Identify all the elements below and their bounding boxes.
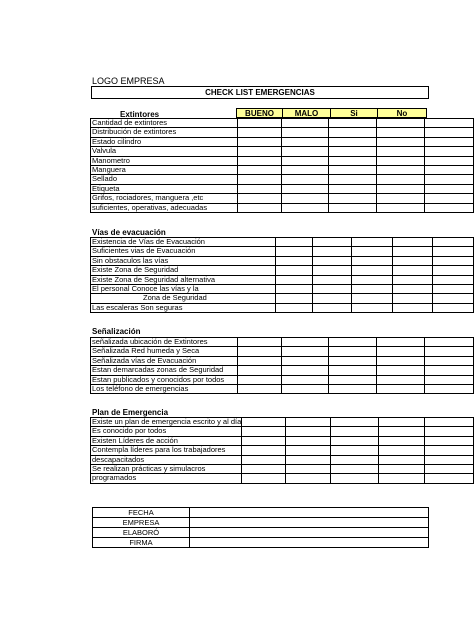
check-cell-malo[interactable] <box>352 247 393 256</box>
row-label: El personal Conoce las vías y la <box>91 284 276 293</box>
row-label: Manguera <box>91 165 238 174</box>
table-row <box>91 303 474 312</box>
check-cell-si[interactable] <box>392 275 432 284</box>
check-cell-bueno[interactable] <box>282 384 328 393</box>
row-label: Existen Líderes de acción <box>91 436 242 445</box>
section-heading-extintores: Extintores <box>120 110 160 119</box>
check-cell-malo[interactable] <box>328 203 376 212</box>
check-cell-no[interactable] <box>432 275 473 284</box>
table-row <box>91 156 474 165</box>
spacer-cell <box>276 247 313 256</box>
check-cell-malo[interactable] <box>331 436 379 445</box>
check-cell-bueno[interactable] <box>313 256 352 265</box>
table-row <box>91 464 474 473</box>
row-label: Valvula <box>91 147 238 156</box>
check-cell-malo[interactable] <box>331 418 379 427</box>
row-label: señalizada ubicación de Extintores <box>91 338 238 347</box>
spacer-cell <box>237 375 281 384</box>
check-cell-malo[interactable] <box>328 156 376 165</box>
check-cell-bueno[interactable] <box>282 184 328 193</box>
check-cell-malo[interactable] <box>328 128 376 137</box>
check-cell-no[interactable] <box>424 147 473 156</box>
check-cell-no[interactable] <box>425 427 474 436</box>
spacer-cell <box>237 347 281 356</box>
check-cell-no[interactable] <box>425 464 474 473</box>
check-cell-si[interactable] <box>392 247 432 256</box>
spacer-cell <box>276 275 313 284</box>
section-heading-senalizacion: Señalización <box>92 327 141 336</box>
table-row <box>91 128 474 137</box>
table-row <box>91 203 474 212</box>
check-cell-bueno[interactable] <box>282 356 328 365</box>
check-cell-malo[interactable] <box>331 427 379 436</box>
check-cell-malo[interactable] <box>328 147 376 156</box>
footer-row <box>93 518 429 528</box>
check-cell-bueno[interactable] <box>285 427 331 436</box>
table-row <box>91 194 474 203</box>
check-cell-no[interactable] <box>425 474 474 483</box>
spacer-cell <box>237 137 281 146</box>
check-cell-malo[interactable] <box>328 137 376 146</box>
check-cell-si[interactable] <box>377 338 424 347</box>
spacer-cell <box>237 366 281 375</box>
check-cell-no[interactable] <box>424 128 473 137</box>
check-cell-no[interactable] <box>424 338 473 347</box>
row-label: Estado cilindro <box>91 137 238 146</box>
check-cell-malo[interactable] <box>328 384 376 393</box>
row-label: Estan publicados y conocidos por todos <box>91 375 238 384</box>
check-cell-no[interactable] <box>425 436 474 445</box>
check-cell-bueno[interactable] <box>313 247 352 256</box>
check-cell-bueno[interactable] <box>285 464 331 473</box>
spacer-cell <box>237 165 281 174</box>
footer-label: FECHA <box>93 508 190 518</box>
check-cell-si[interactable] <box>377 203 424 212</box>
check-cell-si[interactable] <box>377 366 424 375</box>
check-cell-bueno[interactable] <box>313 266 352 275</box>
check-cell-bueno[interactable] <box>282 175 328 184</box>
check-cell-si[interactable] <box>377 147 424 156</box>
spacer-cell <box>276 284 313 293</box>
check-cell-si[interactable] <box>378 418 425 427</box>
row-label: Suficientes vias de Evacuación <box>91 247 276 256</box>
check-cell-bueno[interactable] <box>313 303 352 312</box>
row-label: Grifos, rociadores, manguera ,etc <box>91 194 238 203</box>
check-cell-bueno[interactable] <box>282 137 328 146</box>
spacer-cell <box>237 184 281 193</box>
check-cell-no[interactable] <box>424 175 473 184</box>
footer-value-field[interactable] <box>190 538 429 548</box>
column-header-bueno: BUENO <box>236 108 283 118</box>
row-label: Etiqueta <box>91 184 238 193</box>
check-cell-si[interactable] <box>378 455 425 464</box>
row-label: Zona de Seguridad <box>91 294 276 303</box>
check-cell-malo[interactable] <box>328 175 376 184</box>
check-cell-bueno[interactable] <box>282 338 328 347</box>
spacer-cell <box>242 436 286 445</box>
row-label: Contempla líderes para los trabajadores <box>91 446 242 455</box>
spacer-cell <box>242 455 286 464</box>
footer-label: ELABORÓ <box>93 528 190 538</box>
check-cell-bueno[interactable] <box>285 436 331 445</box>
check-cell-bueno[interactable] <box>282 194 328 203</box>
check-cell-no[interactable] <box>432 256 473 265</box>
check-cell-bueno[interactable] <box>282 366 328 375</box>
footer-row <box>93 508 429 518</box>
check-cell-malo[interactable] <box>328 119 376 128</box>
row-label: Se realizan prácticas y simulacros <box>91 464 242 473</box>
footer-row <box>93 538 429 548</box>
check-cell-malo[interactable] <box>352 238 393 247</box>
check-cell-no[interactable] <box>425 418 474 427</box>
check-cell-bueno[interactable] <box>313 238 352 247</box>
check-cell-si[interactable] <box>392 256 432 265</box>
section-heading-vias: Vías de evacuación <box>92 228 166 237</box>
check-cell-bueno[interactable] <box>285 474 331 483</box>
check-cell-no[interactable] <box>424 119 473 128</box>
table-row <box>91 137 474 146</box>
spacer-cell <box>237 119 281 128</box>
row-label: programados <box>91 474 242 483</box>
check-cell-si[interactable] <box>392 266 432 275</box>
footer-row <box>93 528 429 538</box>
check-cell-si[interactable] <box>392 284 432 293</box>
check-cell-si[interactable] <box>377 175 424 184</box>
spacer-cell <box>276 266 313 275</box>
page-title: CHECK LIST EMERGENCIAS <box>91 86 429 99</box>
check-cell-bueno[interactable] <box>285 446 331 455</box>
vias-table <box>90 237 474 313</box>
table-row <box>91 247 474 256</box>
check-cell-no[interactable] <box>424 156 473 165</box>
spacer-cell <box>276 303 313 312</box>
check-cell-malo[interactable] <box>352 266 393 275</box>
check-cell-si[interactable] <box>378 474 425 483</box>
row-label: Cantidad de extintores <box>91 119 238 128</box>
check-cell-bueno[interactable] <box>282 119 328 128</box>
table-row <box>91 294 474 303</box>
check-cell-no[interactable] <box>425 455 474 464</box>
check-cell-si[interactable] <box>392 294 432 303</box>
table-row <box>91 266 474 275</box>
check-cell-si[interactable] <box>377 194 424 203</box>
check-cell-no[interactable] <box>432 303 473 312</box>
check-cell-si[interactable] <box>392 238 432 247</box>
check-cell-malo[interactable] <box>352 275 393 284</box>
row-label: Manometro <box>91 156 238 165</box>
spacer-cell <box>237 384 281 393</box>
check-cell-malo[interactable] <box>328 184 376 193</box>
column-header-si: Si <box>330 108 378 118</box>
check-cell-no[interactable] <box>432 284 473 293</box>
spacer-cell <box>237 338 281 347</box>
check-cell-bueno[interactable] <box>313 294 352 303</box>
table-row <box>91 384 474 393</box>
spacer-cell <box>237 194 281 203</box>
column-header-malo: MALO <box>282 108 331 118</box>
row-label: Distribución de extintores <box>91 128 238 137</box>
check-cell-malo[interactable] <box>331 474 379 483</box>
check-cell-malo[interactable] <box>352 284 393 293</box>
check-cell-bueno[interactable] <box>285 455 331 464</box>
check-cell-bueno[interactable] <box>285 418 331 427</box>
check-cell-bueno[interactable] <box>313 284 352 293</box>
check-cell-bueno[interactable] <box>282 128 328 137</box>
section-heading-plan: Plan de Emergencia <box>92 408 169 417</box>
row-label: Señalizada Red humeda y Seca <box>91 347 238 356</box>
row-label: Señalizada vías de Evacuación <box>91 356 238 365</box>
check-cell-si[interactable] <box>377 375 424 384</box>
check-cell-si[interactable] <box>378 446 425 455</box>
check-cell-si[interactable] <box>377 128 424 137</box>
spacer-cell <box>237 156 281 165</box>
check-cell-no[interactable] <box>424 137 473 146</box>
row-label: descapacitados <box>91 455 242 464</box>
check-cell-bueno[interactable] <box>282 375 328 384</box>
table-row <box>91 175 474 184</box>
check-cell-no[interactable] <box>424 203 473 212</box>
check-cell-malo[interactable] <box>328 366 376 375</box>
row-label: Existe Zona de Seguridad <box>91 266 276 275</box>
check-cell-si[interactable] <box>377 356 424 365</box>
row-label: Estan demarcadas zonas de Seguridad <box>91 366 238 375</box>
spacer-cell <box>242 427 286 436</box>
footer-value-field[interactable] <box>190 528 429 538</box>
column-header-no: No <box>377 108 427 118</box>
check-cell-malo[interactable] <box>328 338 376 347</box>
check-cell-no[interactable] <box>424 384 473 393</box>
check-cell-bueno[interactable] <box>313 275 352 284</box>
row-label: Existe un plan de emergencia escrito y al día <box>92 417 242 426</box>
spacer-cell <box>237 175 281 184</box>
check-cell-si[interactable] <box>377 156 424 165</box>
spacer-cell <box>242 464 286 473</box>
plan-table <box>90 417 474 484</box>
check-cell-malo[interactable] <box>331 455 379 464</box>
check-cell-si[interactable] <box>378 436 425 445</box>
row-label: suficientes, operativas, adecuadas <box>91 203 238 212</box>
check-cell-no[interactable] <box>424 347 473 356</box>
spacer-cell <box>276 238 313 247</box>
footer-table <box>92 507 429 548</box>
check-cell-si[interactable] <box>378 464 425 473</box>
check-cell-si[interactable] <box>377 165 424 174</box>
check-cell-no[interactable] <box>424 366 473 375</box>
check-cell-no[interactable] <box>432 238 473 247</box>
footer-value-field[interactable] <box>190 508 429 518</box>
check-cell-si[interactable] <box>377 384 424 393</box>
spacer-cell <box>237 356 281 365</box>
table-row <box>91 347 474 356</box>
check-cell-bueno[interactable] <box>282 147 328 156</box>
check-cell-si[interactable] <box>377 119 424 128</box>
table-row <box>91 446 474 455</box>
check-cell-no[interactable] <box>425 446 474 455</box>
check-cell-malo[interactable] <box>331 446 379 455</box>
row-label: Existencia de Vías de Evacuación <box>91 238 276 247</box>
row-label: Sin obstaculos las vías <box>91 256 276 265</box>
check-cell-bueno[interactable] <box>282 165 328 174</box>
spacer-cell <box>242 474 286 483</box>
check-cell-si[interactable] <box>378 427 425 436</box>
footer-label: EMPRESA <box>93 518 190 528</box>
check-cell-malo[interactable] <box>352 256 393 265</box>
spacer-cell <box>237 203 281 212</box>
check-cell-malo[interactable] <box>352 303 393 312</box>
check-cell-malo[interactable] <box>328 356 376 365</box>
footer-value-field[interactable] <box>190 518 429 528</box>
check-cell-malo[interactable] <box>328 347 376 356</box>
extintores-table <box>90 118 474 213</box>
table-row <box>91 366 474 375</box>
check-cell-malo[interactable] <box>328 165 376 174</box>
check-cell-bueno[interactable] <box>282 203 328 212</box>
logo-text: LOGO EMPRESA <box>92 76 165 86</box>
check-cell-si[interactable] <box>377 347 424 356</box>
table-row <box>91 165 474 174</box>
row-label: Los teléfono de emergencias <box>91 384 238 393</box>
spacer-cell <box>276 294 313 303</box>
check-cell-malo[interactable] <box>328 194 376 203</box>
check-cell-no[interactable] <box>432 247 473 256</box>
check-cell-malo[interactable] <box>352 294 393 303</box>
table-row <box>91 147 474 156</box>
spacer-cell <box>276 256 313 265</box>
check-cell-no[interactable] <box>432 266 473 275</box>
senalizacion-table <box>90 337 474 394</box>
spacer-cell <box>242 418 286 427</box>
row-label: Existe Zona de Seguridad alternativa <box>91 275 276 284</box>
table-row <box>91 427 474 436</box>
footer-label: FIRMA <box>93 538 190 548</box>
check-cell-si[interactable] <box>377 184 424 193</box>
check-cell-si[interactable] <box>392 303 432 312</box>
table-row <box>91 474 474 483</box>
check-cell-no[interactable] <box>424 184 473 193</box>
spacer-cell <box>237 128 281 137</box>
check-cell-bueno[interactable] <box>282 347 328 356</box>
row-label: Las escaleras Son seguras <box>91 303 276 312</box>
check-cell-malo[interactable] <box>328 375 376 384</box>
row-label: Sellado <box>91 175 238 184</box>
check-cell-malo[interactable] <box>331 464 379 473</box>
check-cell-no[interactable] <box>424 356 473 365</box>
row-label: Es conocido por todos <box>91 427 242 436</box>
check-cell-si[interactable] <box>377 137 424 146</box>
check-cell-no[interactable] <box>424 165 473 174</box>
check-cell-no[interactable] <box>424 194 473 203</box>
check-cell-no[interactable] <box>432 294 473 303</box>
check-cell-no[interactable] <box>424 375 473 384</box>
spacer-cell <box>237 147 281 156</box>
spacer-cell <box>242 446 286 455</box>
check-cell-bueno[interactable] <box>282 156 328 165</box>
